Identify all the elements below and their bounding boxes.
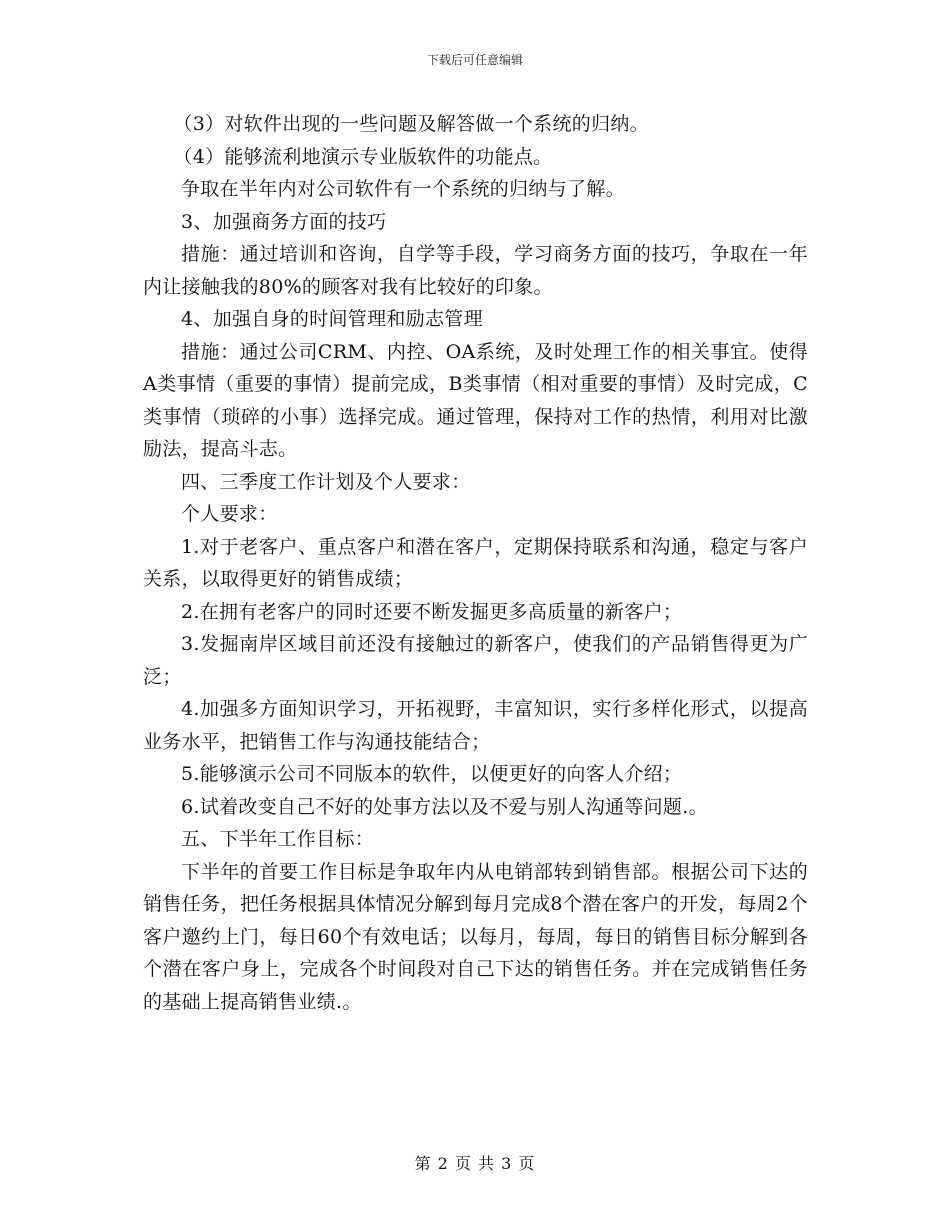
list-item-4: 4.加强多方面知识学习，开拓视野，丰富知识，实行多样化形式，以提高业务水平，把销售工作与沟通技能结合； (143, 698, 808, 753)
list-item-5: 5.能够演示公司不同版本的软件，以便更好的向客人介绍； (181, 763, 683, 785)
paragraph-h2-goals: 下半年的首要工作目标是争取年内从电销部转到销售部。根据公司下达的销售任务，把任务根据具体情况分解到每月完成8个潜在客户的开发，每周2个客户邀约上门，每日60个有效电话；以每月，每周，每日的销售目标分解到各个潜在客户身上，完成各个时间段对自己下达的销售任务。并在完成销售任务的基础上提高销售业绩.。 (143, 860, 808, 1013)
list-item-3: 3.发掘南岸区域目前还没有接触过的新客户，使我们的产品销售得更为广泛； (143, 633, 808, 688)
paragraph-item-3: （3）对软件出现的一些问题及解答做一个系统的归纳。 (173, 113, 649, 135)
section-heading-q3-plan: 四、三季度工作计划及个人要求： (181, 470, 471, 493)
list-item-6: 6.试着改变自己不好的处事方法以及不爱与别人沟通等问题.。 (181, 795, 708, 818)
section-heading-h2-goals: 五、下半年工作目标： (181, 828, 375, 850)
list-item-2: 2.在拥有老客户的同时还要不断发掘更多高质量的新客户； (181, 600, 683, 623)
page-header: 下载后可任意编辑 (426, 53, 523, 67)
document-body (143, 108, 808, 1018)
subheading-personal-requirements: 个人要求： (181, 503, 278, 525)
list-item-1: 1.对于老客户、重点客户和潜在客户，定期保持联系和沟通，稳定与客户关系，以取得更好的销售成绩； (143, 535, 808, 590)
paragraph-measures-4: 措施：通过公司CRM、内控、OA系统，及时处理工作的相关事宜。使得A类事情（重要的事情）提前完成，B类事情（相对重要的事情）及时完成，C类事情（琐碎的小事）选择完成。通过管理，保持对工作的热情，利用对比激励法，提高斗志。 (143, 340, 808, 460)
page-number: 第 2 页 共 3 页 (414, 1154, 536, 1173)
paragraph-measures-3: 措施：通过培训和咨询，自学等手段，学习商务方面的技巧，争取在一年内让接触我的80%的顾客对我有比较好的印象。 (143, 243, 808, 298)
section-heading-4: 4、加强自身的时间管理和励志管理 (181, 308, 483, 330)
paragraph-summary: 争取在半年内对公司软件有一个系统的归纳与了解。 (181, 178, 625, 200)
section-heading-3: 3、加强商务方面的技巧 (181, 210, 387, 233)
paragraph-item-4: （4）能够流利地演示专业版软件的功能点。 (173, 145, 553, 168)
